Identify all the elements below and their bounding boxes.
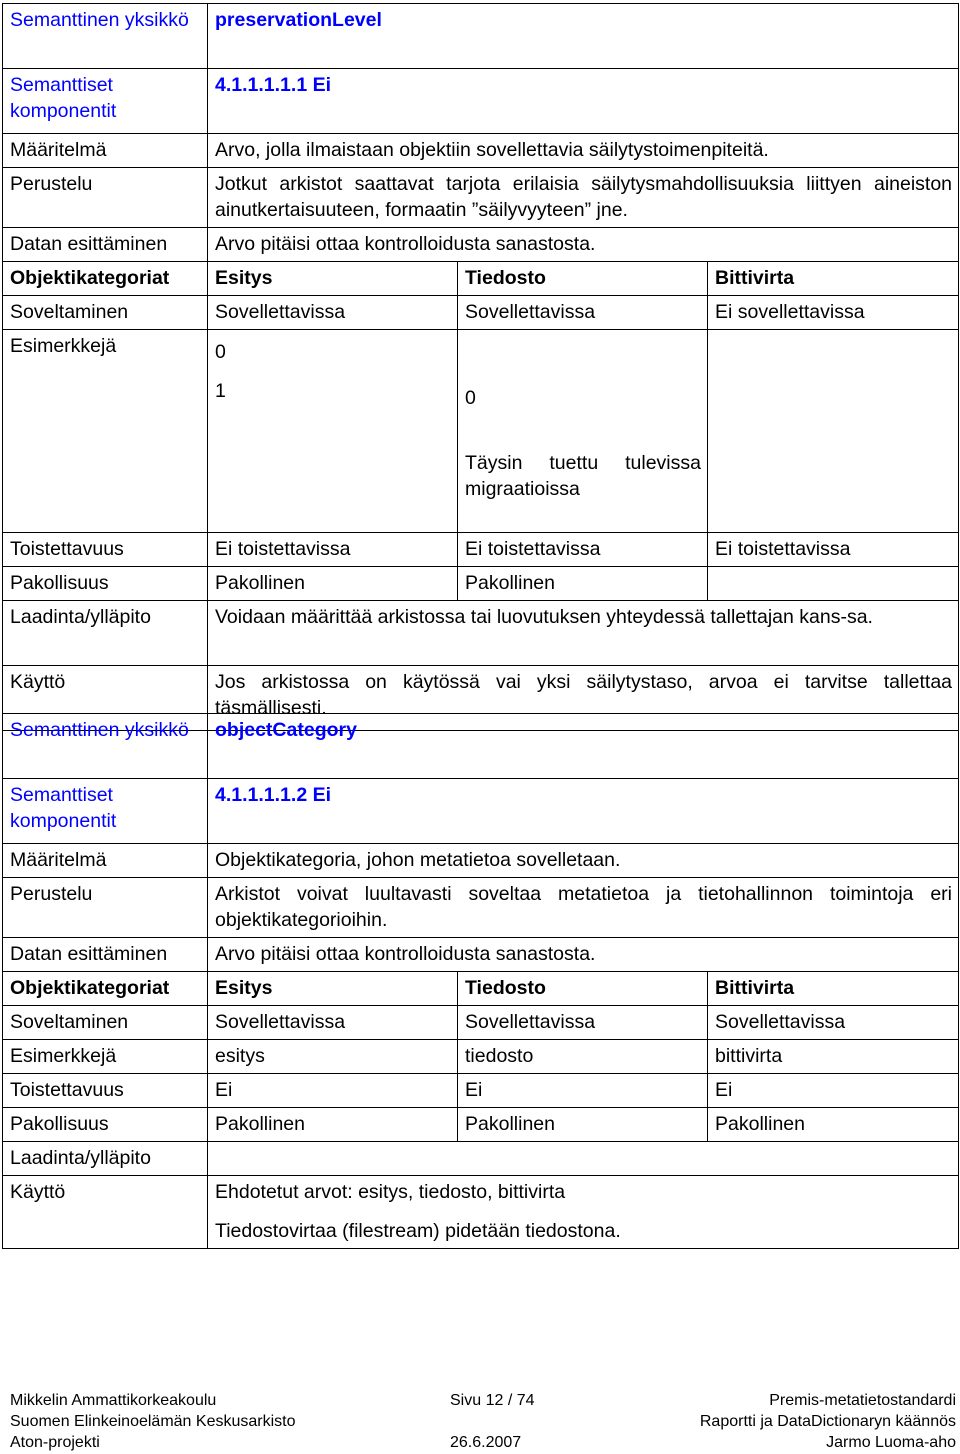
semantic-unit-label: Semanttinen yksikkö bbox=[3, 4, 208, 69]
obligation-file: Pakollinen bbox=[458, 1108, 708, 1142]
entry-table-preservation-level bbox=[2, 3, 959, 731]
semantic-unit-row bbox=[3, 714, 959, 779]
usage-row bbox=[3, 1176, 959, 1249]
usage-value bbox=[208, 1176, 959, 1249]
applicability-representation: Sovellettavissa bbox=[208, 296, 458, 330]
examples-bitstream bbox=[708, 330, 959, 533]
repeatability-bitstream: Ei toistettavissa bbox=[708, 533, 959, 567]
footer-doc-title: Premis-metatietostandardi bbox=[769, 1392, 956, 1409]
data-constraint-label: Datan esittäminen bbox=[3, 228, 208, 262]
applicability-row bbox=[3, 1006, 959, 1040]
applicability-label: Soveltaminen bbox=[3, 296, 208, 330]
applicability-row bbox=[3, 296, 959, 330]
rationale-row bbox=[3, 878, 959, 938]
rationale-row bbox=[3, 168, 959, 228]
examples-label: Esimerkkejä bbox=[3, 1040, 208, 1074]
footer-project: Aton-projekti bbox=[10, 1434, 100, 1451]
usage-label: Käyttö bbox=[3, 1176, 208, 1249]
col-header-bitstream: Bittivirta bbox=[708, 262, 959, 296]
data-constraint-label: Datan esittäminen bbox=[3, 938, 208, 972]
page-footer bbox=[10, 1390, 956, 1453]
obligation-row bbox=[3, 1108, 959, 1142]
footer-date: 26.6.2007 bbox=[450, 1434, 522, 1451]
creation-row bbox=[3, 601, 959, 666]
creation-value: Voidaan määrittää arkistossa tai luovutuksen yhteydessä tallettajan kans-sa. bbox=[208, 601, 959, 666]
data-constraint-value: Arvo pitäisi ottaa kontrolloidusta sanastosta. bbox=[208, 938, 959, 972]
components-label: Semanttiset komponentit bbox=[3, 69, 208, 134]
definition-label: Määritelmä bbox=[3, 134, 208, 168]
data-constraint-row bbox=[3, 228, 959, 262]
creation-label: Laadinta/ylläpito bbox=[3, 1142, 208, 1176]
definition-value: Arvo, jolla ilmaistaan objektiin sovellettavia säilytystoimenpiteitä. bbox=[208, 134, 959, 168]
usage-value: Jos arkistossa on käytössä vai yksi säilytystaso, arvoa ei tarvitse tallettaa täsmällisesti. bbox=[208, 666, 959, 731]
obligation-label: Pakollisuus bbox=[3, 567, 208, 601]
col-header-representation: Esitys bbox=[208, 972, 458, 1006]
components-label: Semanttiset komponentit bbox=[3, 779, 208, 844]
obligation-bitstream bbox=[708, 567, 959, 601]
examples-row bbox=[3, 1040, 959, 1074]
usage-line-1: Ehdotetut arvot: esitys, tiedosto, bittivirta bbox=[215, 1181, 566, 1203]
obligation-representation: Pakollinen bbox=[208, 567, 458, 601]
examples-file-zero: 0 bbox=[465, 387, 476, 409]
applicability-file: Sovellettavissa bbox=[458, 1006, 708, 1040]
creation-row bbox=[3, 1142, 959, 1176]
repeatability-row bbox=[3, 1074, 959, 1108]
footer-org: Mikkelin Ammattikorkeakoulu bbox=[10, 1392, 217, 1409]
examples-bitstream: bittivirta bbox=[708, 1040, 959, 1074]
applicability-representation: Sovellettavissa bbox=[208, 1006, 458, 1040]
semantic-unit-value: objectCategory bbox=[208, 714, 959, 779]
footer-doc-subtitle: Raportti ja DataDictionaryn käännös bbox=[699, 1413, 956, 1430]
semantic-unit-row bbox=[3, 4, 959, 69]
footer-row-2 bbox=[10, 1411, 956, 1432]
repeatability-representation: Ei toistettavissa bbox=[208, 533, 458, 567]
data-constraint-value: Arvo pitäisi ottaa kontrolloidusta sanastosta. bbox=[208, 228, 959, 262]
rationale-value: Jotkut arkistot saattavat tarjota erilaisia säilytysmahdollisuuksia liittyen aineiston ainutkertaisuuteen, formaatin ”säilyvyyteen” jne. bbox=[208, 168, 959, 228]
obligation-label: Pakollisuus bbox=[3, 1108, 208, 1142]
applicability-bitstream: Sovellettavissa bbox=[708, 1006, 959, 1040]
footer-archive: Suomen Elinkeinoelämän Keskusarkisto bbox=[10, 1413, 296, 1430]
obligation-bitstream: Pakollinen bbox=[708, 1108, 959, 1142]
usage-line-2: Tiedostovirtaa (filestream) pidetään tiedostona. bbox=[215, 1220, 621, 1242]
rationale-label: Perustelu bbox=[3, 878, 208, 938]
semantic-unit-label: Semanttinen yksikkö bbox=[3, 714, 208, 779]
creation-label: Laadinta/ylläpito bbox=[3, 601, 208, 666]
applicability-label: Soveltaminen bbox=[3, 1006, 208, 1040]
applicability-file: Sovellettavissa bbox=[458, 296, 708, 330]
footer-row-1 bbox=[10, 1390, 956, 1411]
col-header-file: Tiedosto bbox=[458, 262, 708, 296]
object-category-label: Objektikategoriat bbox=[3, 262, 208, 296]
repeatability-file: Ei toistettavissa bbox=[458, 533, 708, 567]
rationale-value: Arkistot voivat luultavasti soveltaa metatietoa ja tietohallinnon toimintoja eri objektikategorioihin. bbox=[208, 878, 959, 938]
examples-file bbox=[458, 330, 708, 533]
applicability-bitstream: Ei sovellettavissa bbox=[708, 296, 959, 330]
repeatability-representation: Ei bbox=[208, 1074, 458, 1108]
rationale-label: Perustelu bbox=[3, 168, 208, 228]
object-category-row bbox=[3, 262, 959, 296]
examples-file: tiedosto bbox=[458, 1040, 708, 1074]
data-constraint-row bbox=[3, 938, 959, 972]
creation-value bbox=[208, 1142, 959, 1176]
repeatability-file: Ei bbox=[458, 1074, 708, 1108]
examples-representation: esitys bbox=[208, 1040, 458, 1074]
examples-label: Esimerkkejä bbox=[3, 330, 208, 533]
obligation-representation: Pakollinen bbox=[208, 1108, 458, 1142]
examples-row bbox=[3, 330, 959, 533]
footer-page-number: Sivu 12 / 74 bbox=[450, 1392, 535, 1409]
col-header-bitstream: Bittivirta bbox=[708, 972, 959, 1006]
col-header-file: Tiedosto bbox=[458, 972, 708, 1006]
obligation-row bbox=[3, 567, 959, 601]
definition-value: Objektikategoria, johon metatietoa sovelletaan. bbox=[208, 844, 959, 878]
repeatability-label: Toistettavuus bbox=[3, 533, 208, 567]
definition-label: Määritelmä bbox=[3, 844, 208, 878]
object-category-row bbox=[3, 972, 959, 1006]
usage-label: Käyttö bbox=[3, 666, 208, 731]
footer-row-3 bbox=[10, 1432, 956, 1453]
obligation-file: Pakollinen bbox=[458, 567, 708, 601]
entry-table-object-category bbox=[2, 713, 959, 1249]
semantic-unit-value: preservationLevel bbox=[208, 4, 959, 69]
examples-representation: 0 1 bbox=[208, 330, 458, 533]
footer-author: Jarmo Luoma-aho bbox=[826, 1434, 956, 1451]
components-row bbox=[3, 779, 959, 844]
components-value: 4.1.1.1.1.2 Ei bbox=[208, 779, 959, 844]
repeatability-label: Toistettavuus bbox=[3, 1074, 208, 1108]
repeatability-row bbox=[3, 533, 959, 567]
components-value: 4.1.1.1.1.1 Ei bbox=[208, 69, 959, 134]
definition-row bbox=[3, 134, 959, 168]
definition-row bbox=[3, 844, 959, 878]
repeatability-bitstream: Ei bbox=[708, 1074, 959, 1108]
col-header-representation: Esitys bbox=[208, 262, 458, 296]
examples-file-note: Täysin tuettu tulevissa migraatioissa bbox=[465, 452, 701, 500]
components-row bbox=[3, 69, 959, 134]
object-category-label: Objektikategoriat bbox=[3, 972, 208, 1006]
